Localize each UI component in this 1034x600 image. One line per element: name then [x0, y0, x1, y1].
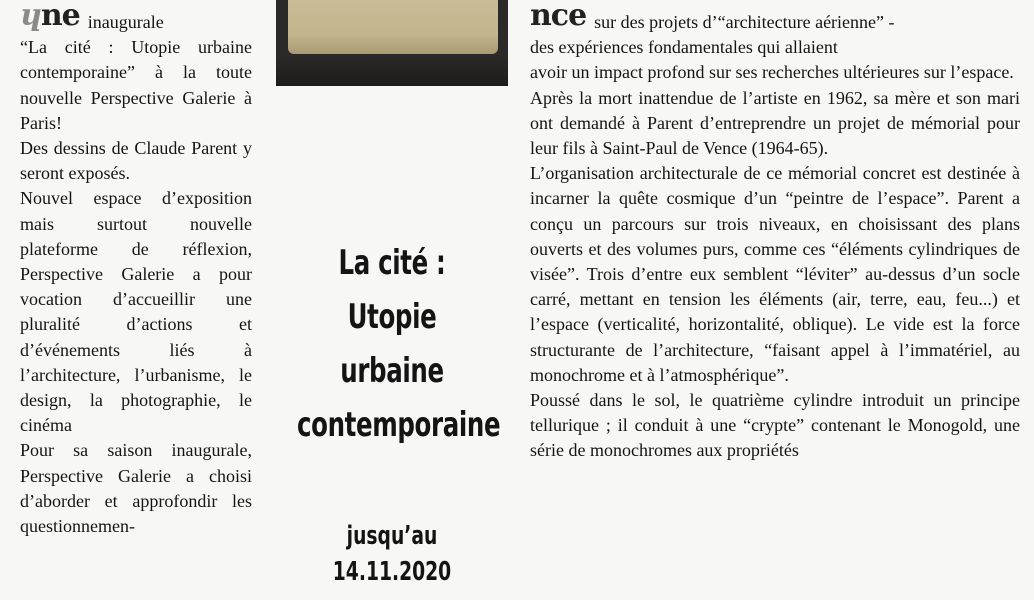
- left-dropcap-fragment: ɥne: [20, 0, 80, 33]
- left-text-column: [20, 0, 252, 539]
- title-line-3: contemporaine: [296, 405, 501, 445]
- left-paragraph-2: Des dessins de Claude Parent y seront exposés.: [20, 138, 252, 184]
- photo-shadow: [276, 54, 508, 86]
- right-p1-rest: avoir un impact profond sur ses recherches ultérieures sur l’espace.: [530, 62, 1014, 83]
- title-line-1: La cité :: [338, 243, 446, 283]
- exhibition-title: [296, 236, 501, 452]
- right-p1-first: sur des projets d’“architecture aérienne” -: [594, 12, 895, 32]
- right-text-column: [530, 0, 1020, 464]
- exhibition-date: jusqu’au 14.11.2020: [332, 521, 452, 587]
- right-paragraph-4: Poussé dans le sol, le quatrième cylindre introduit un principe tellurique ; il conduit à une “crypte” contenant le Monogold, une série de monochromes aux propriétés: [530, 390, 1020, 461]
- left-paragraph-3: Nouvel espace d’exposition mais surtout nouvelle plateforme de réflexion, Perspective Galerie a pour vocation d’accueillir une pluralité d’actions et d’événements liés à l’architecture, l’urbanisme, le design, la photographie, le cinéma: [20, 188, 252, 436]
- photo-board-surface: [288, 0, 498, 54]
- title-line-2: Utopie urbaine: [340, 297, 444, 391]
- left-paragraph-1: [20, 0, 252, 136]
- right-paragraph-1: [530, 0, 1020, 86]
- artwork-photo: [276, 0, 508, 86]
- left-p1-first: inaugurale: [87, 12, 164, 32]
- right-paragraph-3: L’organisation architecturale de ce mémorial concret est destinée à incarner la quête cosmique d’un “peintre de l’espace”. Parent a conçu un parcours sur trois niveaux, en choisissant des plans ouverts et des volumes purs, comme ces “éléments cylindriques de visée”. Trois d’entre eux semblent “léviter” au-dessus d’un socle carré, mettant en tension les éléments (air, terre, eau, feu...) et l’espace (verticalité, horizontalité, oblique). Le vide est la force structurante de l’architecture, “faisant appel à l’immatériel, au monochrome et à l’atmosphérique”.: [530, 163, 1020, 385]
- right-dropcap-fragment: nce: [530, 0, 587, 33]
- right-p1-second: des expériences fondamentales qui allaient: [530, 37, 838, 58]
- left-p1-rest: “La cité : Utopie urbaine contemporaine” à la toute nouvelle Perspective Galerie à Paris!: [20, 37, 252, 133]
- left-paragraph-4: Pour sa saison inaugurale, Perspective Galerie a choisi d’aborder et approfondir les questionnemen-: [20, 440, 252, 537]
- right-paragraph-2: Après la mort inattendue de l’artiste en 1962, sa mère et son mari ont demandé à Parent d’entreprendre un projet de mémorial pour leur fils à Saint-Paul de Vence (1964-65).: [530, 87, 1020, 159]
